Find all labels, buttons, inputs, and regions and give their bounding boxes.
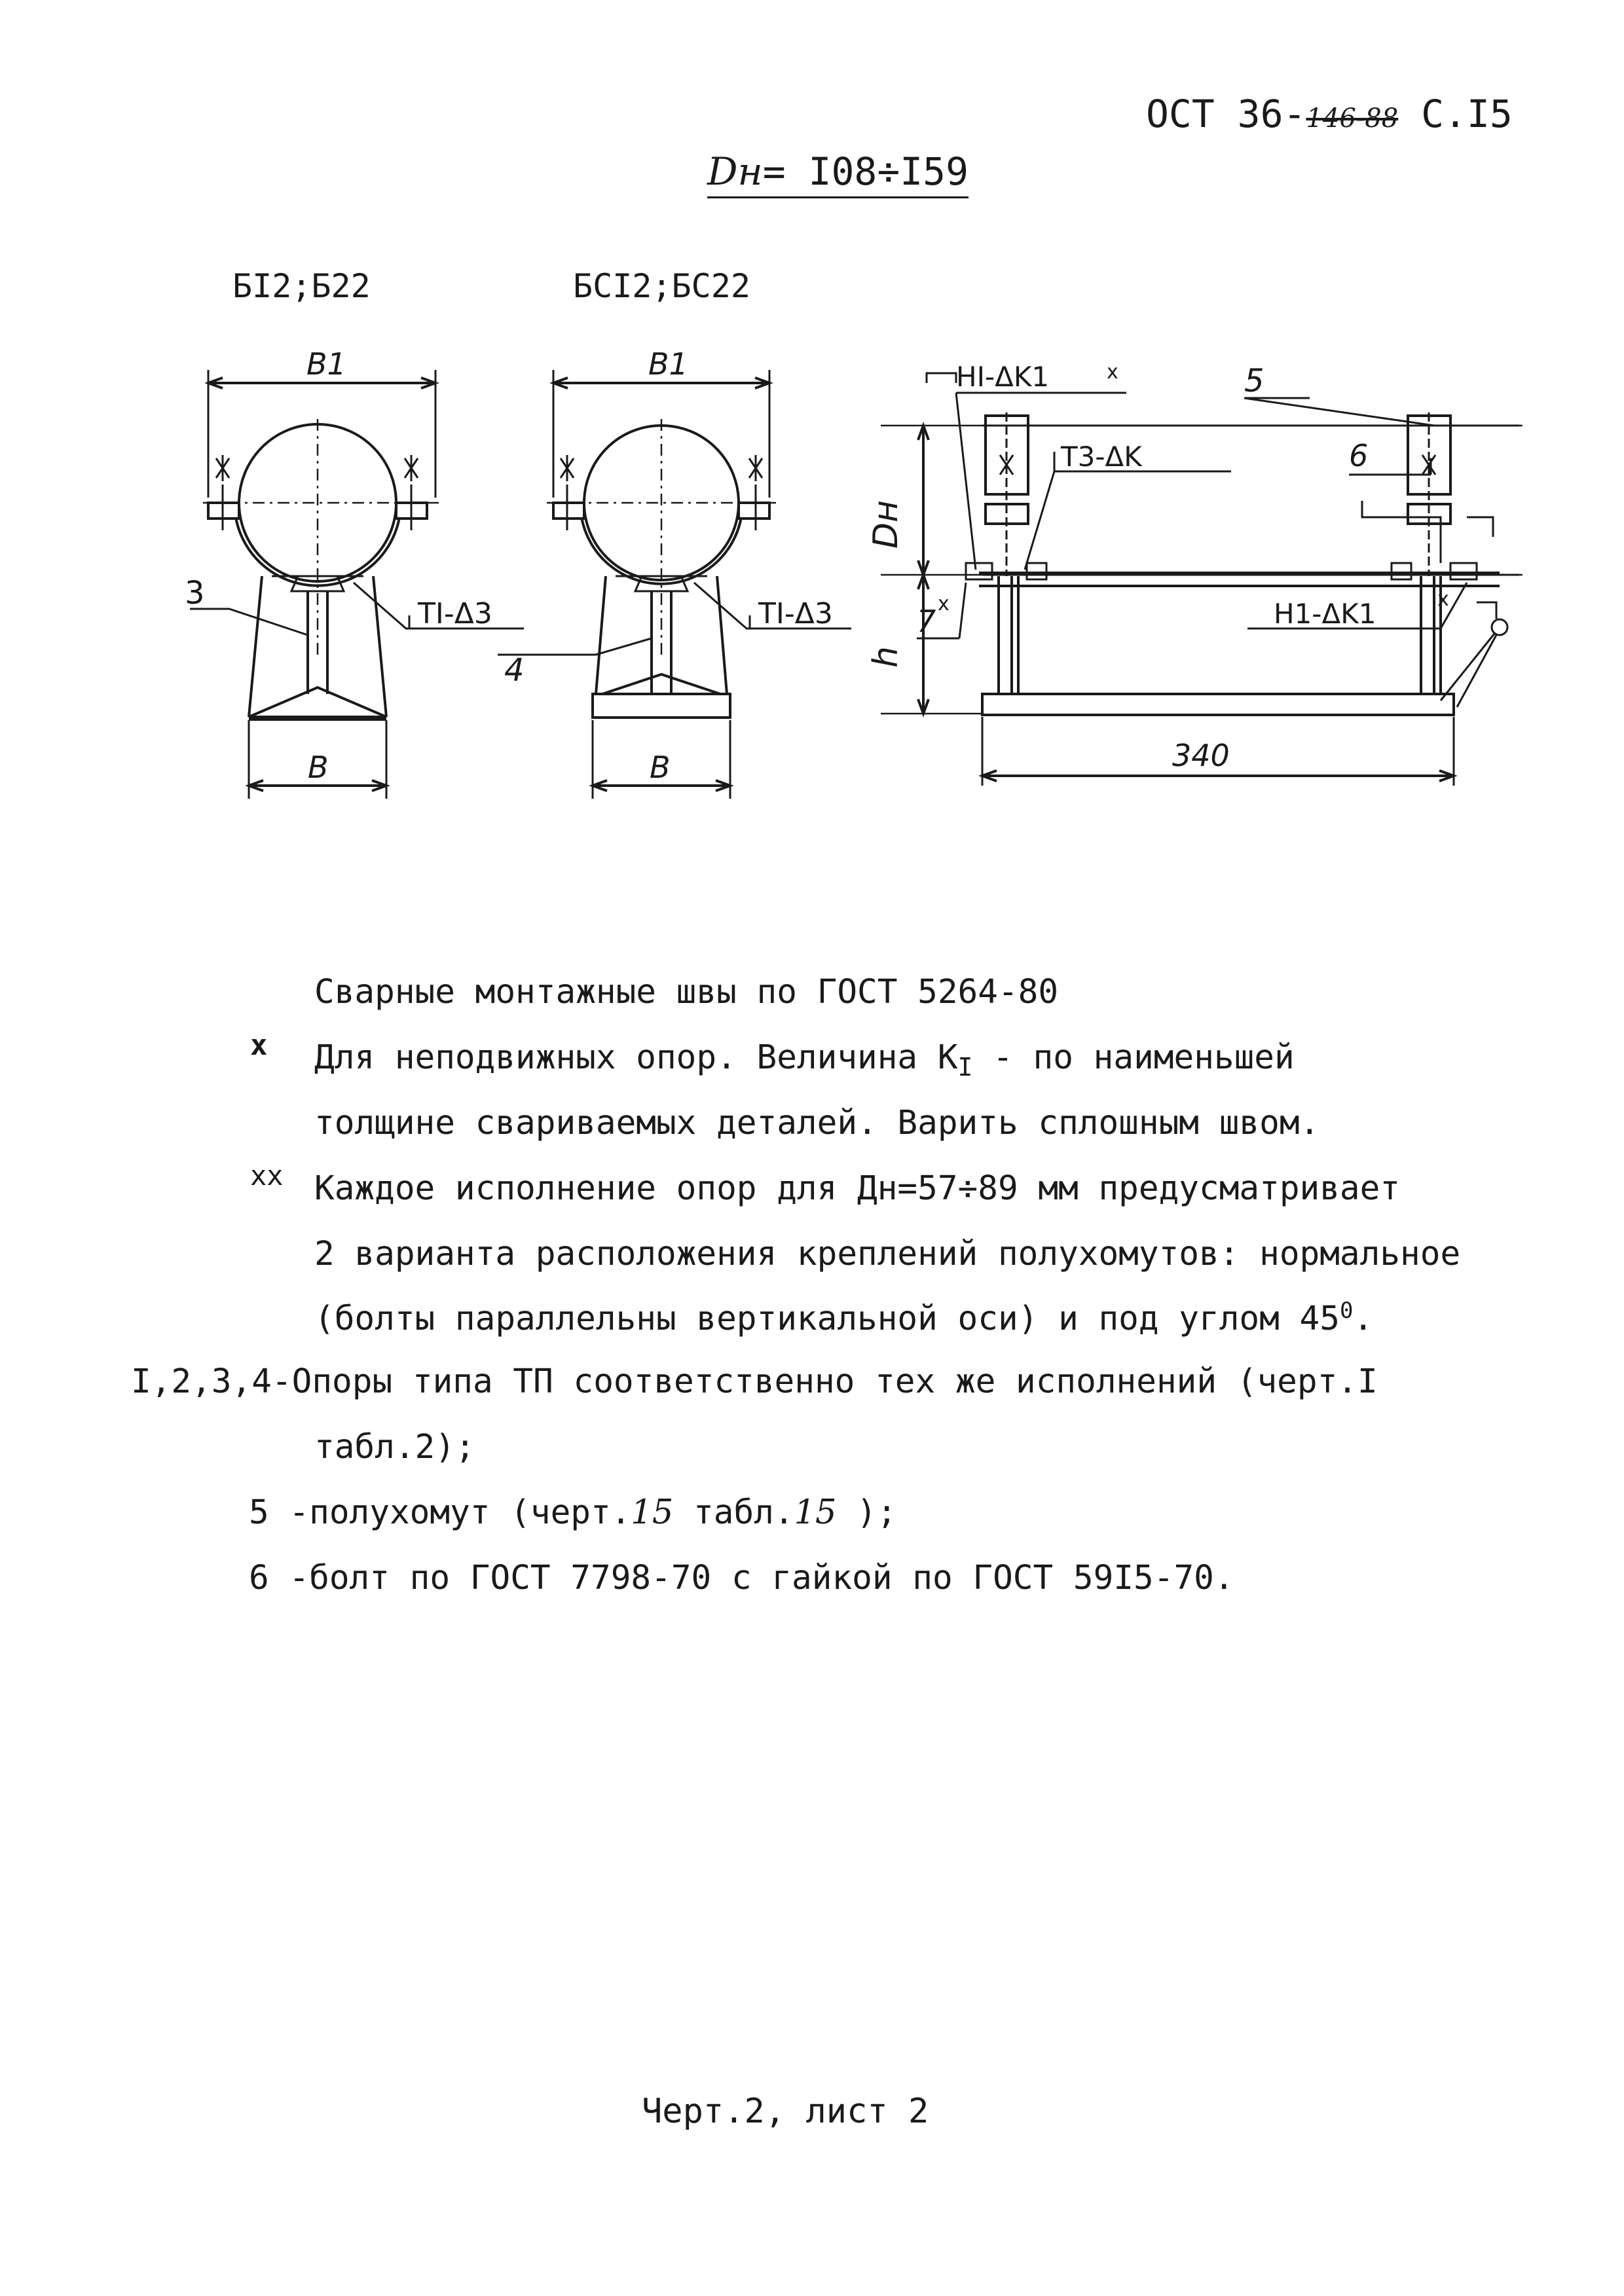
fig2-dim-b: B [650, 750, 671, 785]
fig1-dim-b: B [308, 750, 329, 785]
fig1-drawing [185, 346, 524, 799]
note-item-1234 [131, 1362, 1378, 1401]
fig1-part-number: 3 [185, 575, 205, 611]
fig3-part-weld: 7 [917, 604, 936, 639]
page-reference: С.I5 [1421, 92, 1513, 136]
fig3-drawing [866, 361, 1522, 786]
fig3-weld-top-mark: x [1107, 361, 1118, 384]
note-item-6-num: 6 [249, 1559, 269, 1597]
doc-code-handwritten: 146-88 [1306, 103, 1399, 134]
fig3-part-clamp: 5 [1244, 363, 1264, 399]
fig2-dim-b1: B1 [648, 346, 688, 382]
fig3-dim-340: 340 [1172, 738, 1230, 773]
note-x-line2: толщине свариваемых деталей. Варить сплошным швом. [314, 1104, 1320, 1142]
fig2-part-number: 4 [504, 652, 525, 689]
note-item-5-hand2: 15 [794, 1493, 837, 1532]
fig2-drawing [498, 346, 851, 799]
fig3-part-bolt: 6 [1349, 438, 1369, 473]
fig3-dim-h: h [866, 646, 906, 668]
fig1-weld-label: ТI-Δ3 [418, 597, 492, 630]
note-x-line1 [314, 1038, 1295, 1082]
note-xx-mark: xx [250, 1159, 284, 1192]
note-item-5 [249, 1493, 897, 1532]
fig3-weld-mid-label: Т3-ΔK [1061, 441, 1142, 473]
fig3-weld-right-label: H1-ΔK1 [1274, 598, 1376, 630]
note-xx-line3-a: (болты параллельны вертикальной оси) и под углом 45 [314, 1300, 1340, 1338]
fig2-weld-label: ТI-Δ3 [758, 597, 833, 630]
note-xx-line3 [314, 1300, 1373, 1336]
fig3-part-weld-mark: x [938, 592, 950, 615]
fig1-dim-b1: B1 [306, 346, 346, 382]
drawing-sheet-footer: Черт.2, лист 2 [642, 2092, 929, 2131]
note-item-5-hand1: 15 [631, 1493, 674, 1532]
note-x-line1-sub: I [957, 1053, 973, 1082]
fig3-weld-top-label: HI-ΔK1 [956, 361, 1050, 393]
note-item-1234-num: I,2,3,4 [131, 1362, 272, 1401]
note-x-line1-b: - по наименьшей [972, 1038, 1295, 1077]
fig3-dim-dn: Dн [866, 500, 906, 549]
note-item-5-num: 5 [249, 1493, 269, 1532]
note-item-1234-line1: -Опоры типа ТП соответственно тех же исполнений (черт.I [271, 1362, 1378, 1401]
diameter-range-value: = I08÷I59 [762, 149, 969, 194]
note-xx-line3-b: . [1353, 1300, 1374, 1338]
note-item-5-b: табл. [673, 1493, 794, 1532]
note-item-5-c: ); [836, 1493, 897, 1532]
note-item-1234-line2: табл.2); [314, 1428, 475, 1467]
fig2-title: БСI2;БС22 [573, 267, 750, 305]
note-item-6 [249, 1561, 1234, 1595]
note-x-line1-a: Для неподвижных опор. Величина К [314, 1038, 958, 1077]
note-item-6-text: -болт по ГОСТ 7798-70 с гайкой по ГОСТ 59I5-70. [289, 1559, 1234, 1597]
note-x-mark: x [250, 1029, 268, 1062]
diameter-symbol: Dн [707, 149, 763, 194]
note-item-5-a: -полухомут (черт. [289, 1493, 631, 1532]
note-xx-line2: 2 варианта расположения креплений полухомутов: нормальное [314, 1235, 1461, 1273]
doc-code-prefix: ОСТ 36- [1146, 92, 1306, 136]
note-xx-line3-sup: 0 [1339, 1298, 1354, 1324]
fig3-weld-right-mark: x [1437, 588, 1449, 611]
fig1-title: БI2;Б22 [232, 267, 371, 305]
note-xx-line1: Каждое исполнение опор для Дн=57÷89 мм предусматривает [314, 1169, 1401, 1208]
note-welds: Сварные монтажные швы по ГОСТ 5264-80 [314, 973, 1059, 1011]
technical-drawing [0, 0, 1624, 851]
